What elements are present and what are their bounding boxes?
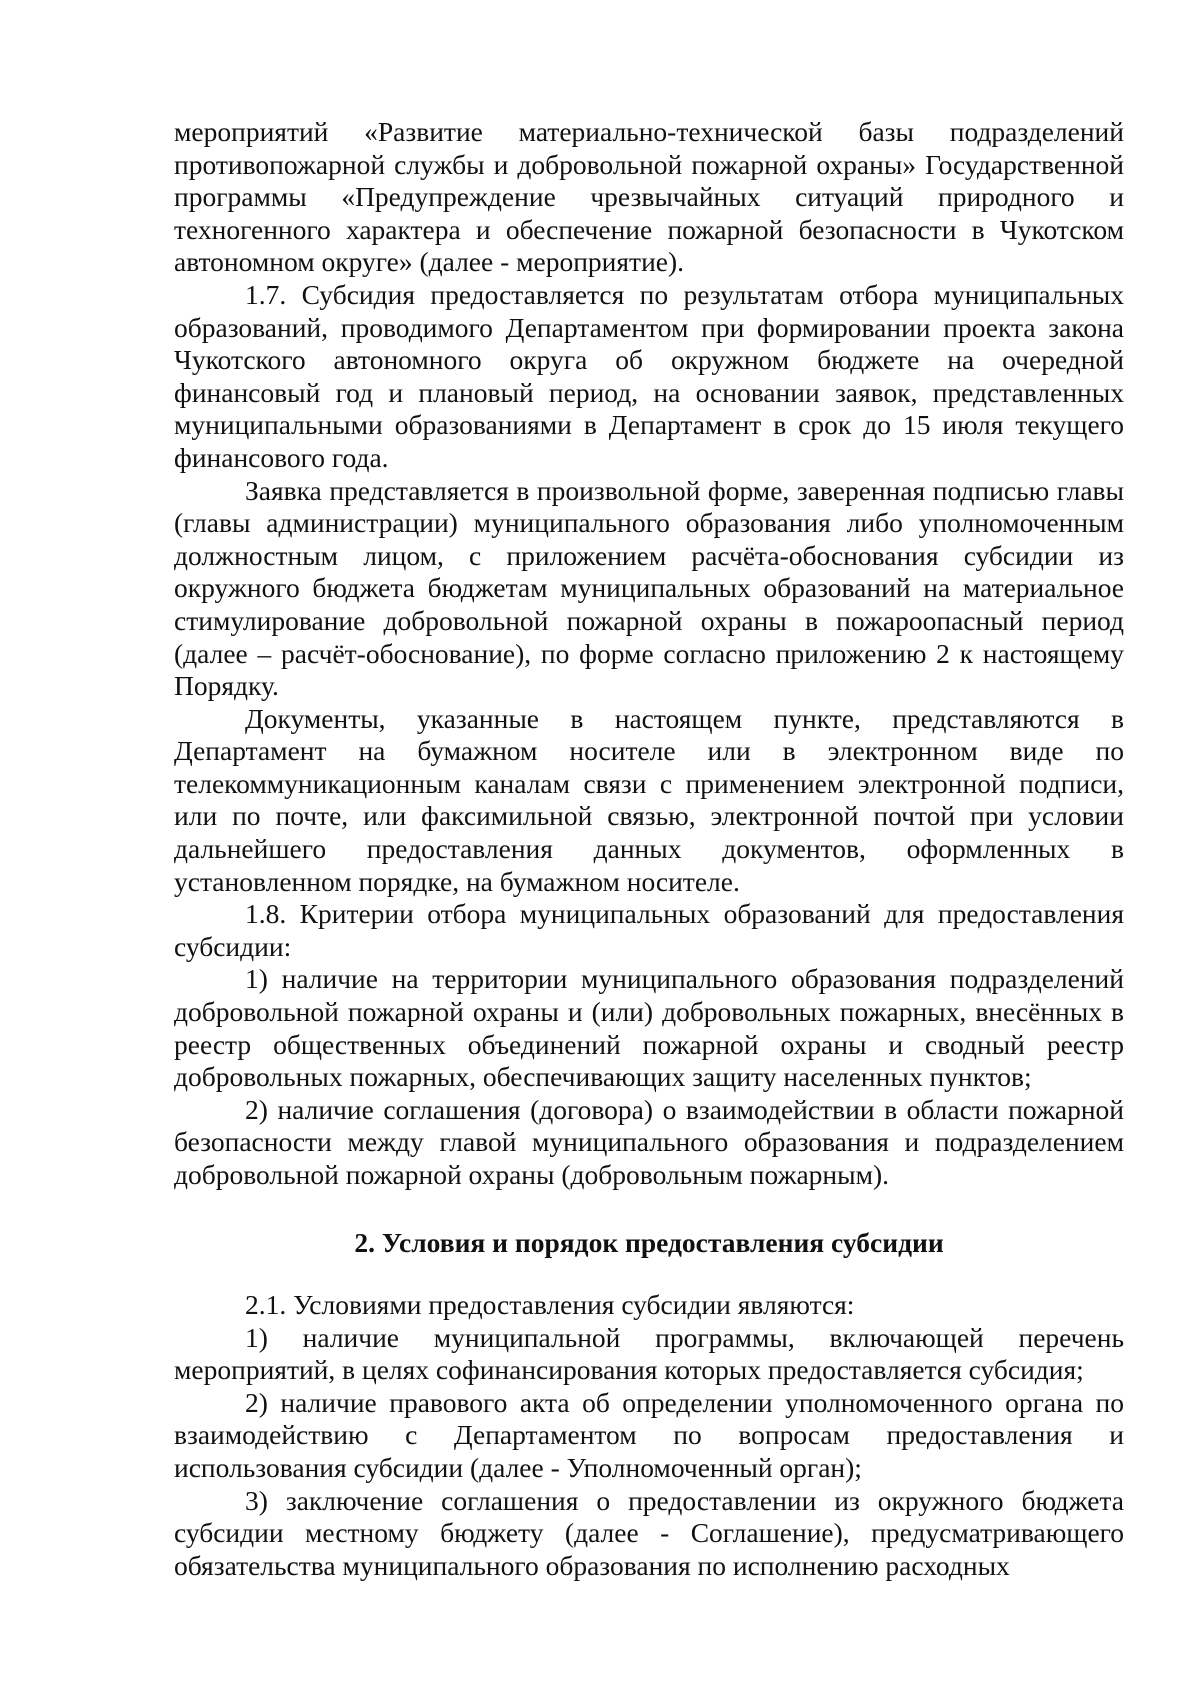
section-heading: 2. Условия и порядок предоставления субсидии <box>354 1227 944 1258</box>
paragraph-2-1-item-2: 2) наличие правового акта об определении уполномоченного органа по взаимодействию с Департаментом по вопросам предоставления и использования субсидии (далее - Уполномоченный орган); <box>174 1386 1124 1483</box>
paragraph-1-8-item-1: 1) наличие на территории муниципального образования подразделений добровольной пожарной охраны и (или) добровольных пожарных, внесённых в реестр общественных объединений пожарной охраны и сводный реестр добровольных пожарных, обеспечивающих защиту населенных пунктов; <box>174 963 1124 1093</box>
paragraph-2-1-item-3: 3) заключение соглашения о предоставлении из окружного бюджета субсидии местному бюджету (далее - Соглашение), предусматривающего обязательства муниципального образования по исполнению расходных <box>174 1484 1124 1581</box>
paragraph-1-8: 1.8. Критерии отбора муниципальных образований для предоставления субсидии: <box>174 898 1124 962</box>
paragraph-application: Заявка представляется в произвольной форме, заверенная подписью главы (главы администрации) муниципального образования либо уполномоченным должностным лицом, с приложением расчёта-обоснования субсидии из окружного бюджета бюджетам муниципальных образований на материальное стимулирование добровольной пожарной охраны в пожароопасный период (далее – расчёт-обоснование), по форме согласно приложению 2 к настоящему Порядку. <box>174 474 1124 702</box>
paragraph-documents: Документы, указанные в настоящем пункте, представляются в Департамент на бумажном носителе или в электронном виде по телекоммуникационным каналам связи с применением электронной подписи, или по почте, или факсимильной связью, электронной почтой при условии дальнейшего предоставления данных документов, оформленных в установленном порядке, на бумажном носителе. <box>174 702 1124 897</box>
paragraph-2-1: 2.1. Условиями предоставления субсидии являются: <box>245 1289 855 1320</box>
paragraph-1-7: 1.7. Субсидия предоставляется по результатам отбора муниципальных образований, проводимого Департаментом при формировании проекта закона Чукотского автономного округа об окружном бюджете на очередной финансовый год и плановый период, на основании заявок, представленных муниципальными образованиями в Департамент в срок до 15 июля текущего финансового года. <box>174 278 1124 473</box>
paragraph-2-1-item-1: 1) наличие муниципальной программы, включающей перечень мероприятий, в целях софинансирования которых предоставляется субсидия; <box>174 1321 1124 1386</box>
document-body-top <box>174 116 1124 1192</box>
document-body-bottom <box>174 1289 1124 1582</box>
paragraph-intro-continuation: мероприятий «Развитие материально-технической базы подразделений противопожарной службы и добровольной пожарной охраны» Государственной программы «Предупреждение чрезвычайных ситуаций природного и техногенного характера и обеспечение пожарной безопасности в Чукотском автономном округе» (далее - мероприятие). <box>174 116 1124 278</box>
paragraph-1-8-item-2: 2) наличие соглашения (договора) о взаимодействии в области пожарной безопасности между главой муниципального образования и подразделением добровольной пожарной охраны (добровольным пожарным). <box>174 1093 1124 1190</box>
